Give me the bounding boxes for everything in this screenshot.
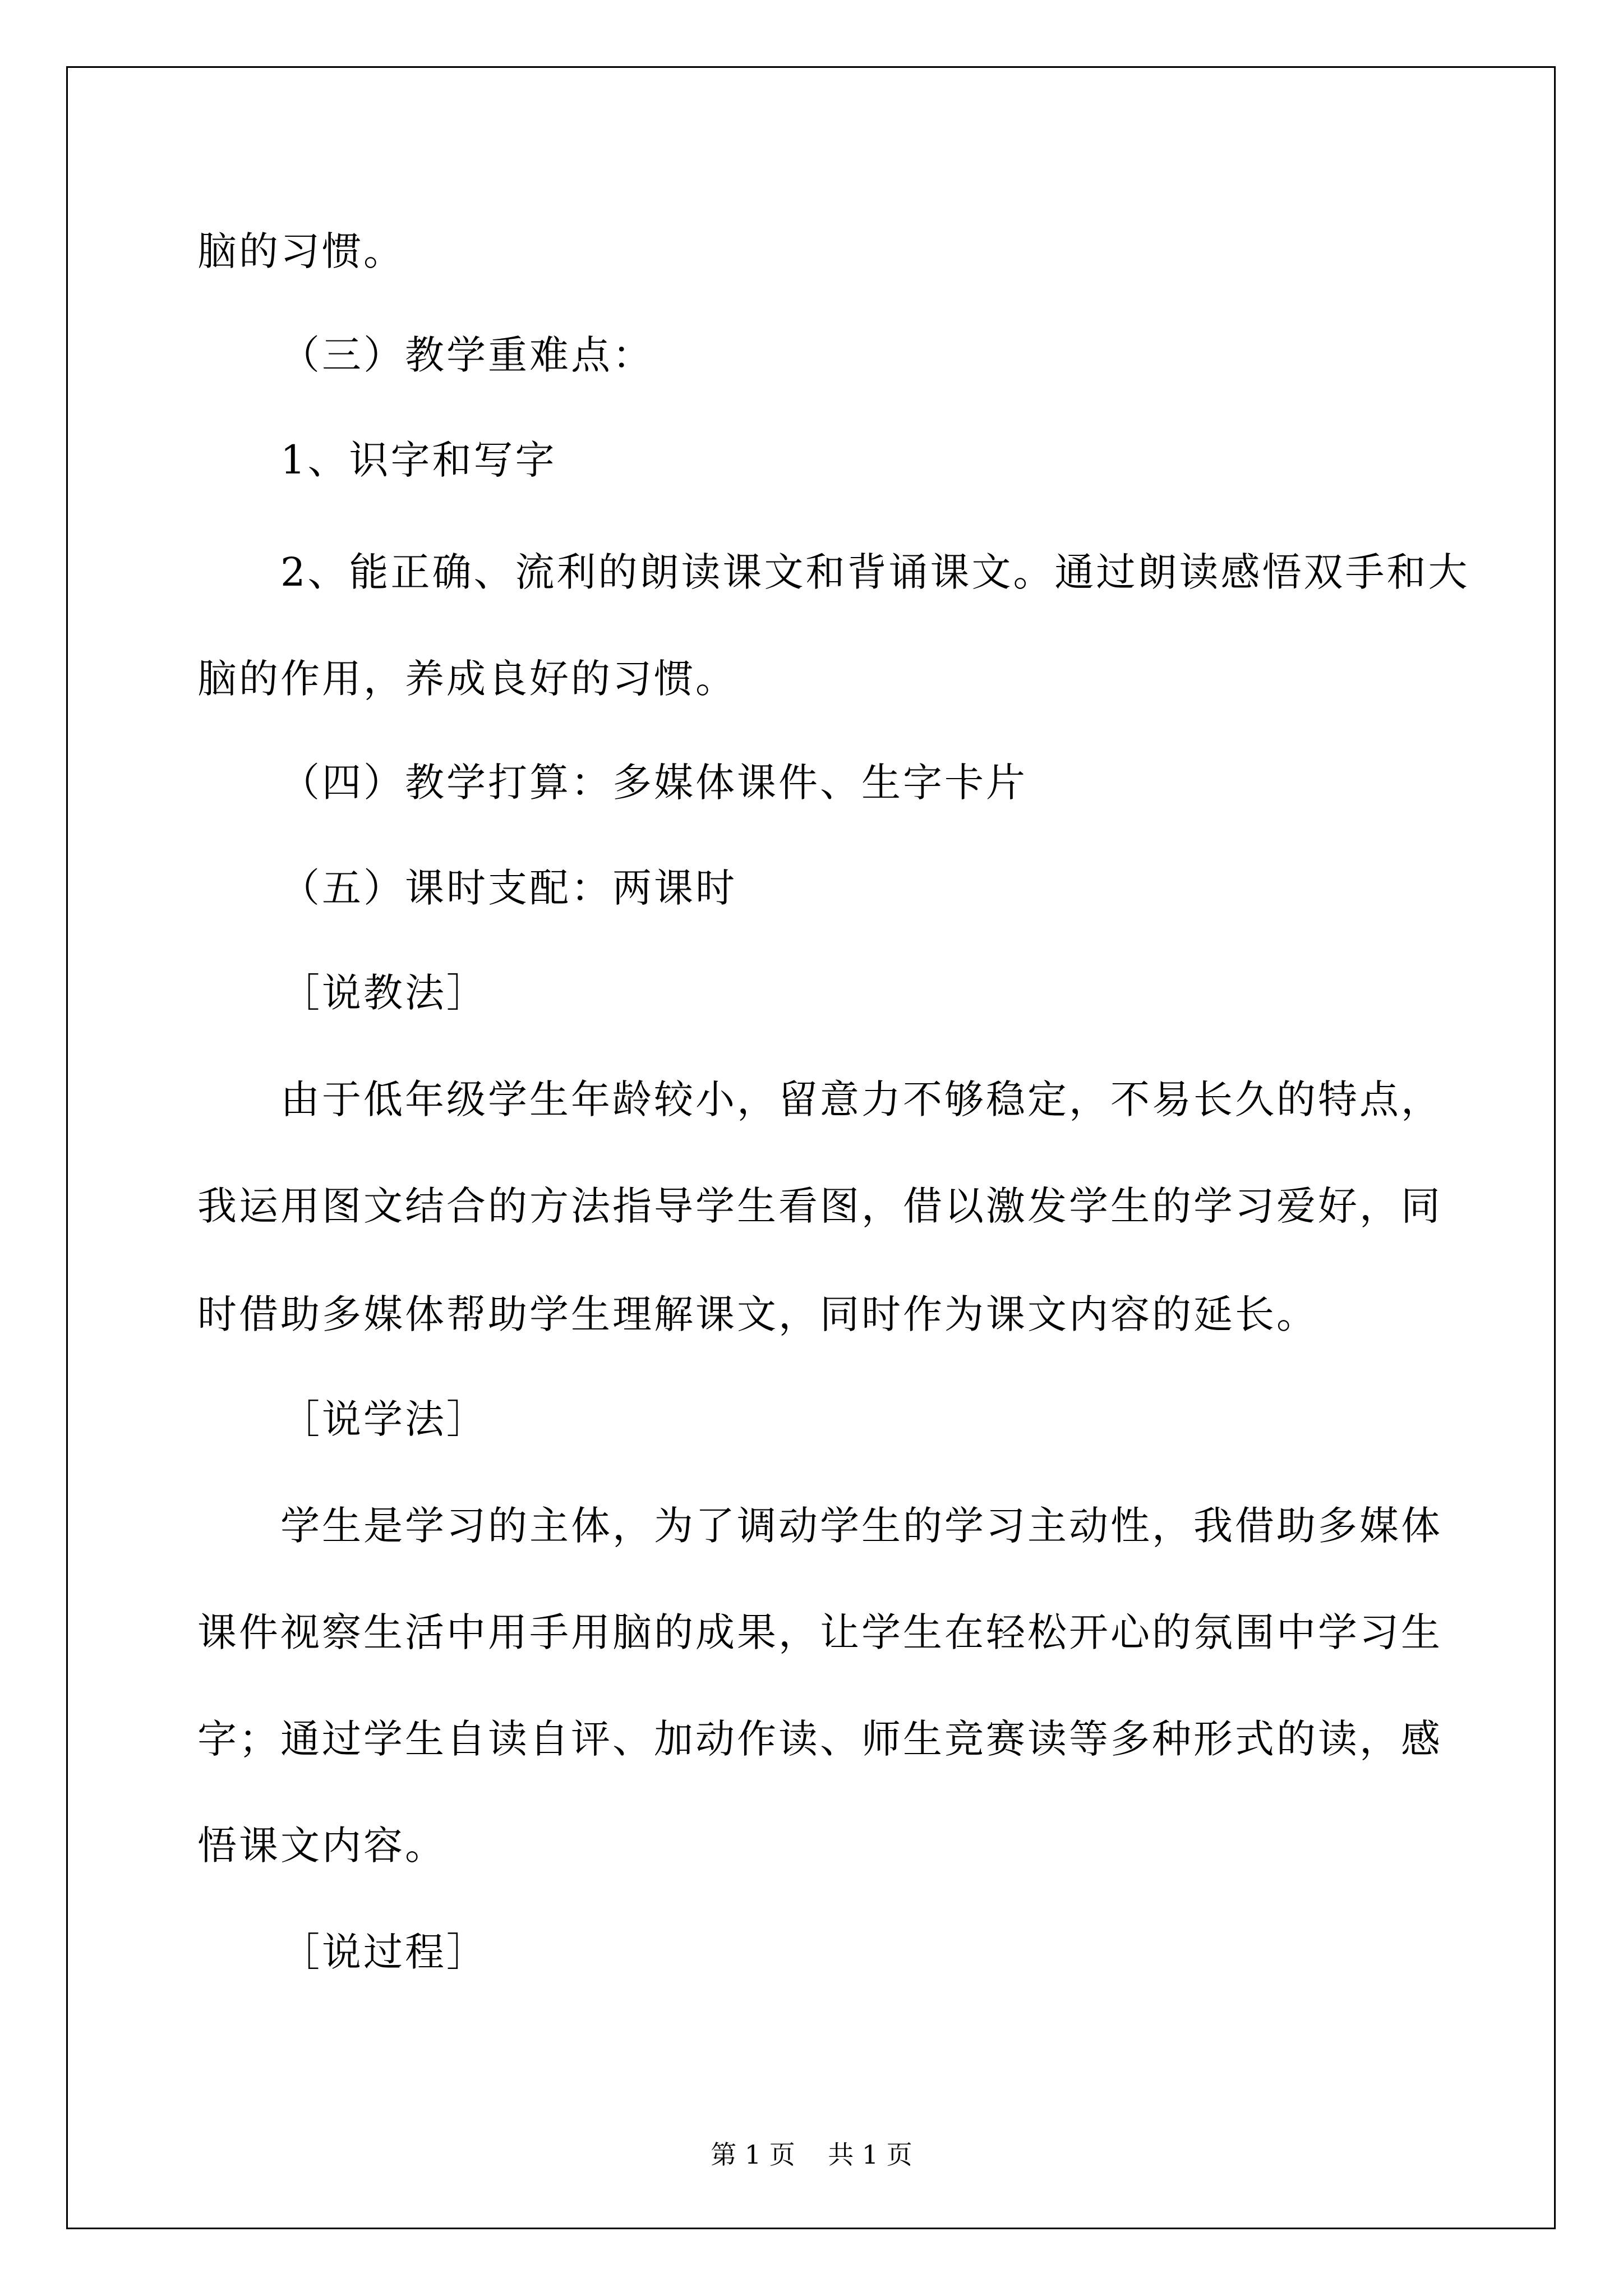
section-heading: ［说学法］ xyxy=(280,1396,488,1442)
section-heading: （五）课时支配：两课时 xyxy=(280,865,737,911)
section-heading: ［说教法］ xyxy=(280,970,488,1016)
text-line: 我运用图文结合的方法指导学生看图，借以激发学生的学习爱好，同 xyxy=(197,1183,1442,1229)
text-line: 悟课文内容。 xyxy=(197,1823,446,1869)
text-line: 1、识字和写字 xyxy=(280,437,557,483)
page-footer: 第 1 页 共 1 页 xyxy=(711,2139,912,2170)
text-line: 脑的作用，养成良好的习惯。 xyxy=(197,656,737,702)
text-line: 由于低年级学生年龄较小，留意力不够稳定，不易长久的特点， xyxy=(280,1076,1442,1122)
text-line: 课件视察生活中用手用脑的成果，让学生在轻松开心的氛围中学习生 xyxy=(197,1609,1442,1655)
page-border xyxy=(66,66,1556,2229)
text-line: 字；通过学生自读自评、加动作读、师生竞赛读等多种形式的读，感 xyxy=(197,1716,1442,1762)
text-line: 学生是学习的主体，为了调动学生的学习主动性，我借助多媒体 xyxy=(280,1503,1442,1549)
section-heading: （三）教学重难点： xyxy=(280,332,654,378)
text-line: 脑的习惯。 xyxy=(197,228,405,274)
section-heading: （四）教学打算：多媒体课件、生字卡片 xyxy=(280,760,1027,806)
section-heading: ［说过程］ xyxy=(280,1929,488,1975)
text-line: 2、能正确、流利的朗读课文和背诵课文。通过朗读感悟双手和大 xyxy=(280,549,1470,595)
text-line: 时借助多媒体帮助学生理解课文，同时作为课文内容的延长。 xyxy=(197,1291,1318,1337)
